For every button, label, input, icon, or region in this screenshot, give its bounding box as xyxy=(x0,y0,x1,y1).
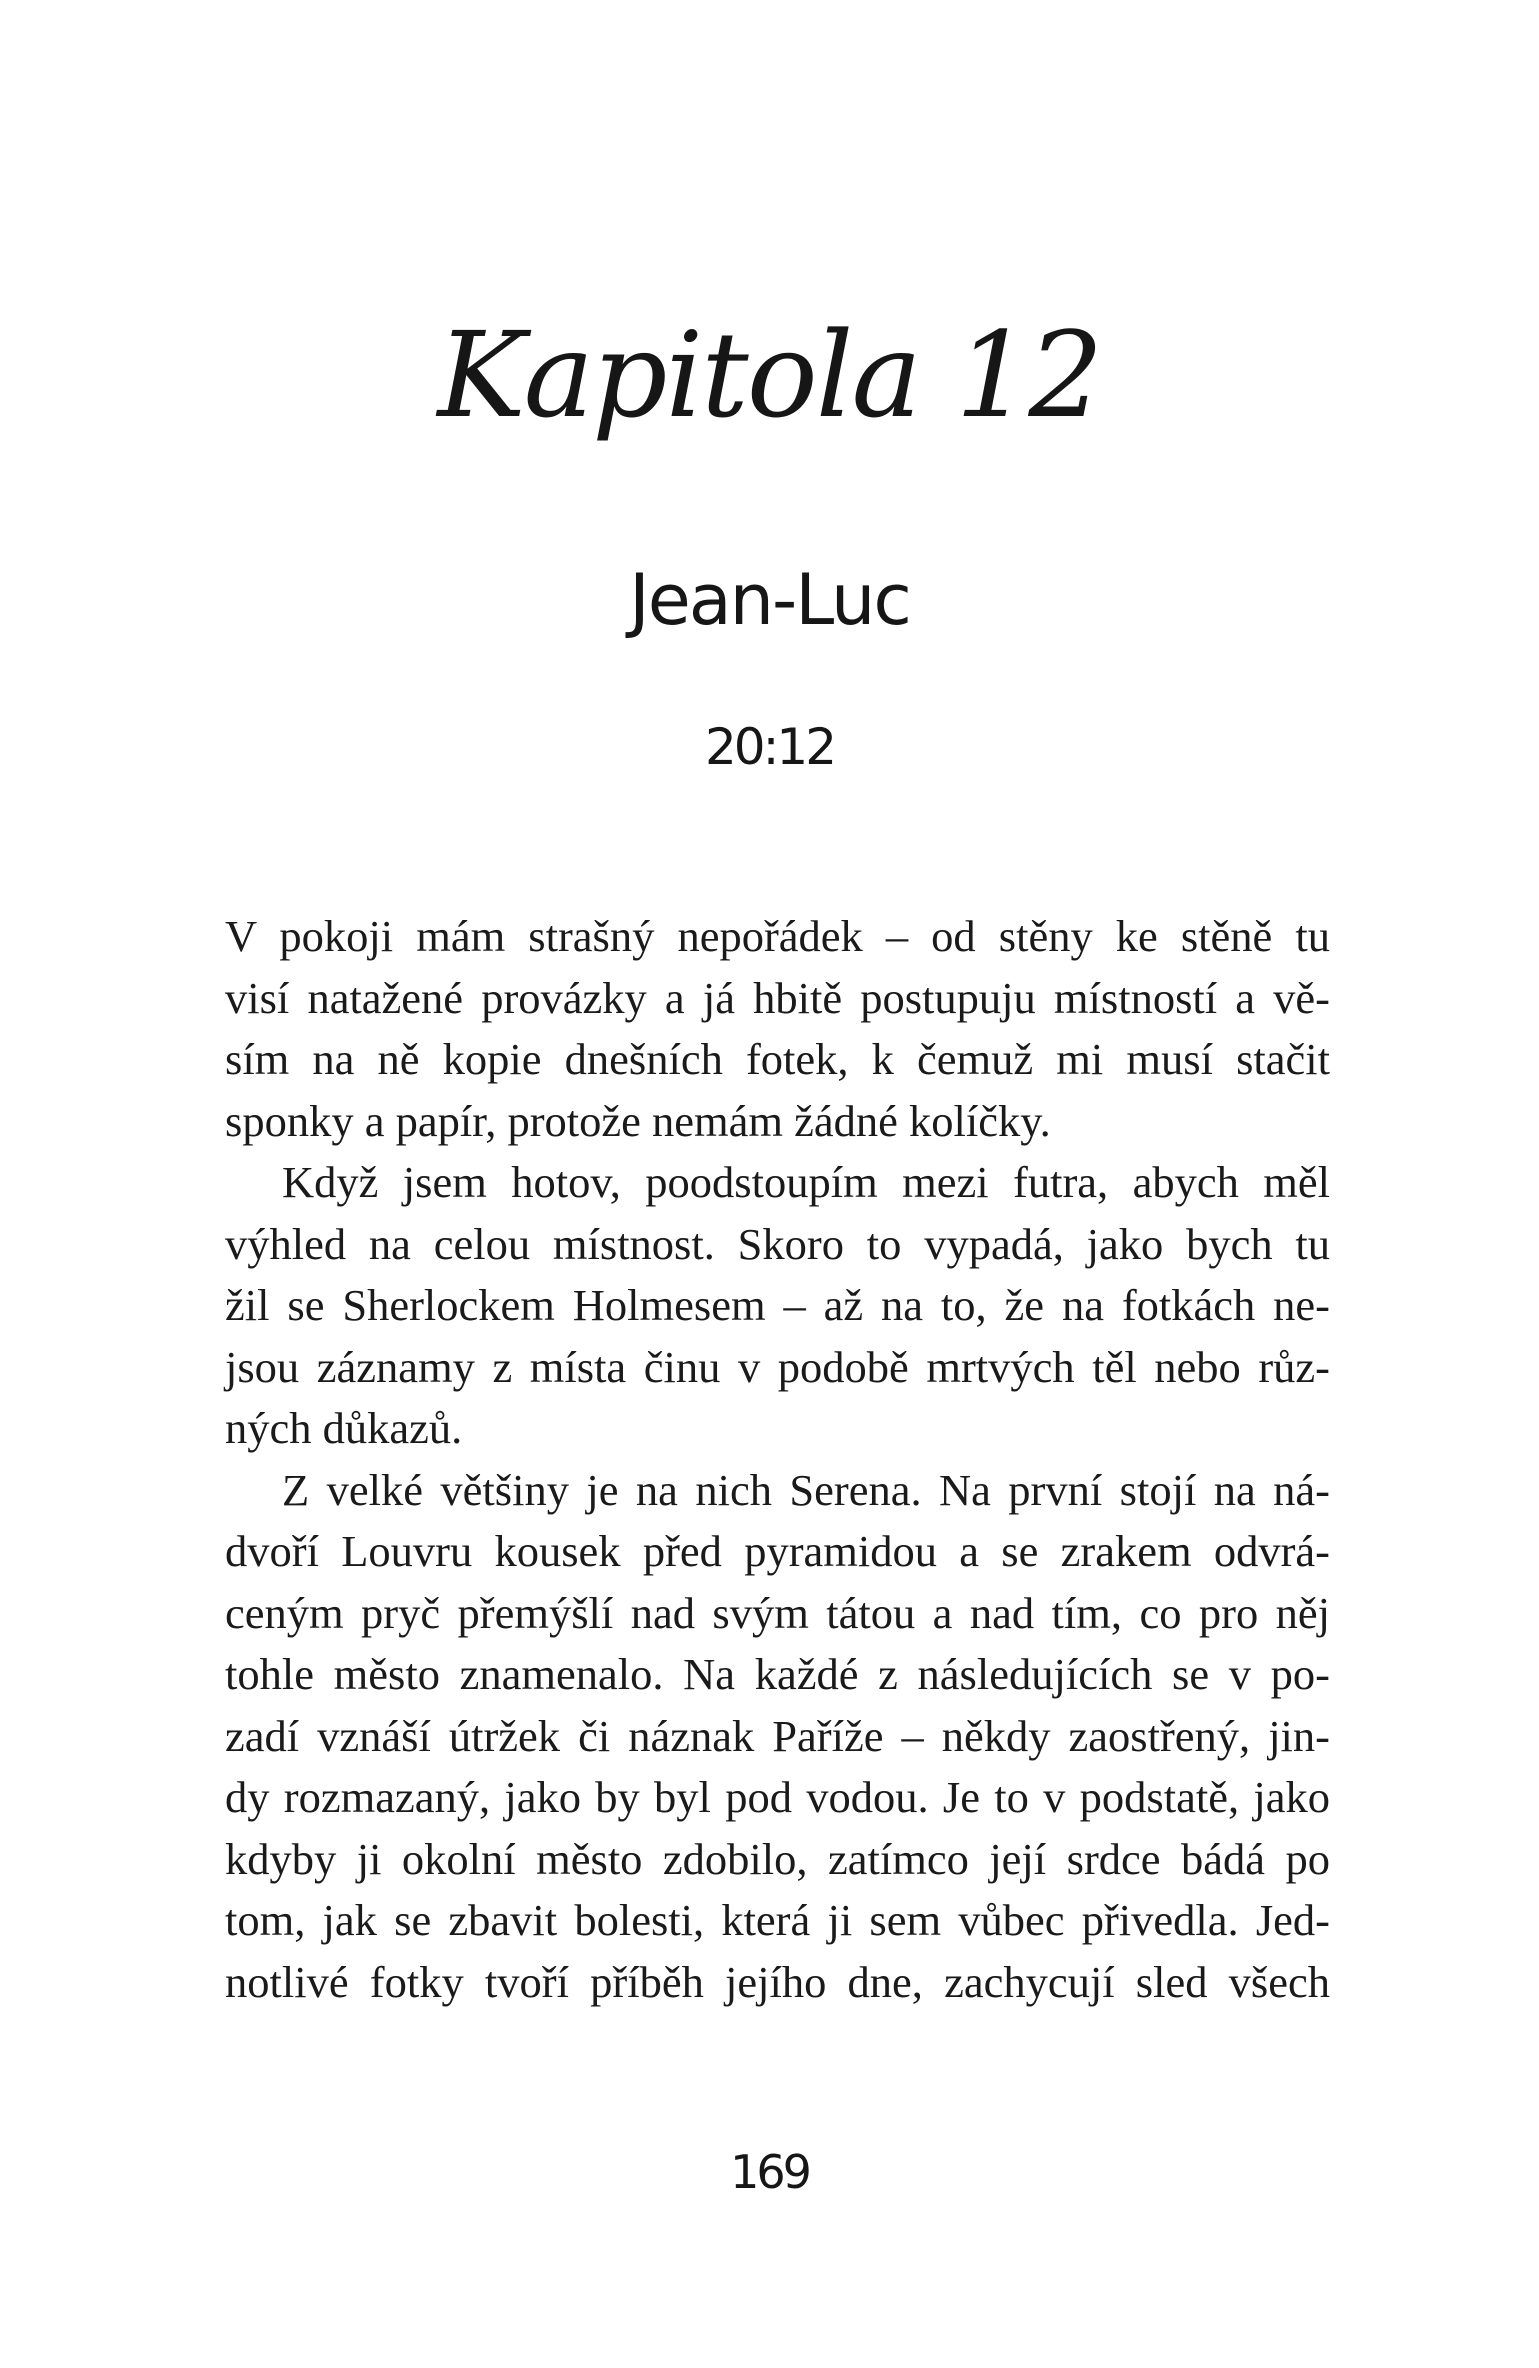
text-line: tom, jak se zbavit bolesti, která ji sem vůbec přivedla. Jed- xyxy=(225,1895,1330,1945)
text-line: žil se Sherlockem Holmesem – až na to, že na fotkách ne- xyxy=(225,1280,1330,1330)
chapter-time: 20:12 xyxy=(704,718,835,776)
text-line: tohle město znamenalo. Na každé z následujících se v po- xyxy=(225,1649,1330,1699)
text-line: notlivé fotky tvoří příběh jejího dne, zachycují sled všech xyxy=(225,1956,1330,2007)
text-line: dy rozmazaný, jako by byl pod vodou. Je to v podstatě, jako xyxy=(225,1772,1330,1822)
text-line: výhled na celou místnost. Skoro to vypadá, jako bych tu xyxy=(225,1218,1330,1269)
chapter-pov-name: Jean-Luc xyxy=(629,559,910,641)
text-line: zadí vznáší útržek či náznak Paříže – někdy zaostřený, jin- xyxy=(225,1710,1330,1761)
text-line: Z velké většiny je na nich Serena. Na první stojí na ná- xyxy=(282,1464,1330,1515)
text-line: ceným pryč přemýšlí nad svým tátou a nad tím, co pro něj xyxy=(225,1587,1330,1638)
text-line: jsou záznamy z místa činu v podobě mrtvých těl nebo růz- xyxy=(225,1341,1330,1392)
text-line: V pokoji mám strašný nepořádek – od stěny ke stěně tu xyxy=(225,911,1330,961)
text-line: sím na ně kopie dnešních fotek, k čemuž mi musí stačit xyxy=(225,1034,1330,1084)
text-line: visí natažené provázky a já hbitě postupuju místností a vě- xyxy=(225,972,1330,1023)
body-text xyxy=(225,906,1330,2013)
text-line: kdyby ji okolní město zdobilo, zatímco její srdce bádá po xyxy=(225,1833,1330,1884)
text-line: sponky a papír, protože nemám žádné kolíčky. xyxy=(225,1095,1051,1146)
chapter-title: Kapitola 12 xyxy=(437,306,1102,444)
text-line: Když jsem hotov, poodstoupím mezi futra, abych měl xyxy=(282,1157,1330,1207)
page-number: 169 xyxy=(730,2145,809,2199)
text-line: dvoří Louvru kousek před pyramidou a se zrakem odvrá- xyxy=(225,1526,1330,1576)
text-line: ných důkazů. xyxy=(225,1403,463,1453)
